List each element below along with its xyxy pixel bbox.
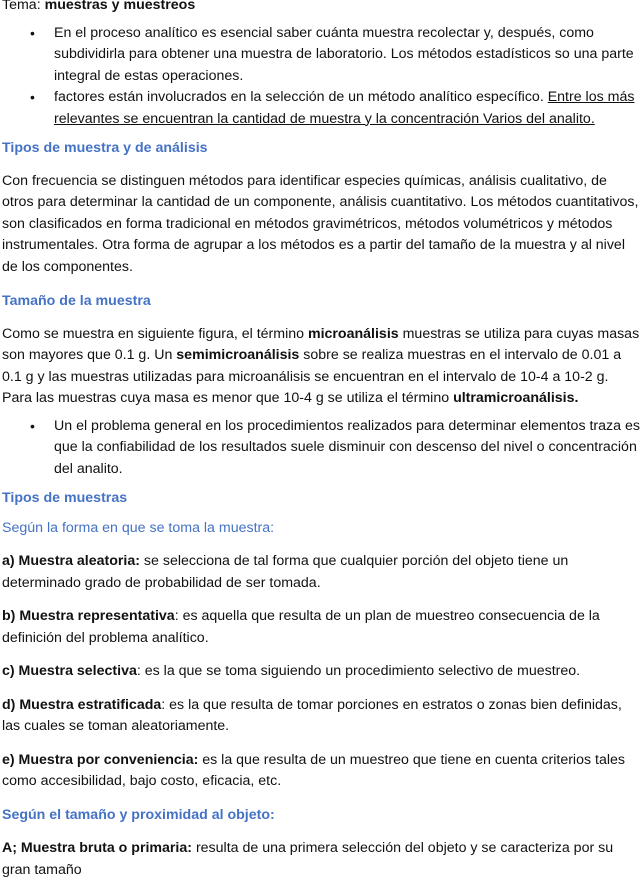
sample-type-c-text: : es la que se toma siguiendo un procedimiento selectivo de muestreo. [136, 663, 581, 679]
size-text-2: muestras se utiliza para cuyas masas son mayores que 0.1 g. Un [2, 325, 640, 363]
sample-type-a-term: a) Muestra aleatoria: [2, 553, 140, 569]
term-semimicroanalisis: semimicroanálisis [176, 347, 300, 363]
heading-tipos-muestras: Tipos de muestras [2, 490, 128, 506]
sample-bruta-term: A; Muestra bruta o primaria: [2, 840, 192, 856]
sample-type-b-term: b) Muestra representativa [2, 608, 175, 624]
paragraph-tamano-muestra [2, 324, 641, 410]
sample-bruta-primaria [2, 838, 641, 881]
sample-type-c [2, 661, 641, 683]
sample-type-d-term: d) Muestra estratificada [2, 696, 162, 713]
sample-type-e [2, 750, 641, 793]
size-bullet: • Un el problema general en los procedimientos realizados para determinar elementos traza es que la confiabilidad de los resultados suele disminuir con descenso del nivel o concentración del analito. [54, 416, 641, 481]
size-text-1: Como se muestra en siguiente figura, el término [2, 325, 308, 342]
topic-value: muestras y muestreos [44, 0, 196, 13]
heading-tamano-proximidad: Según el tamaño y proximidad al objeto: [2, 806, 275, 823]
intro-bullet-list [2, 23, 641, 131]
size-text-3: sobre se realiza muestras en el intervalo de 0.01 a 0.1 g y las muestras utilizadas para microanálisis se encuentran en el intervalo de 10-4 a 10-2 g. Para las muestras cuya masa es menor que 10-4 g se utiliza el término [2, 347, 622, 406]
heading-tamano-muestra: Tamaño de la muestra [2, 293, 151, 309]
intro-bullet-2-text: factores están involucrados en la selección de un método analítico específico. [54, 89, 548, 105]
subheading-forma-toma: Según la forma en que se toma la muestra: [2, 519, 275, 536]
intro-bullet-1: • En el proceso analítico es esencial saber cuánta muestra recolectar y, después, como subdividirla para obtener una muestra de laboratorio. Los métodos estadísticos so una parte integral de estas operaciones. [54, 23, 641, 88]
sample-type-e-text: es la que resulta de un muestreo que tiene en cuenta criterios tales como accesibilidad, bajo costo, eficacia, etc. [2, 751, 625, 789]
sample-type-b [2, 606, 641, 649]
sample-type-d [2, 695, 641, 738]
intro-bullet-2 [54, 87, 641, 130]
topic-line [2, 0, 641, 17]
heading-tipos-muestra-analisis: Tipos de muestra y de análisis [2, 140, 208, 156]
sample-type-a [2, 551, 641, 594]
intro-bullet-2-underlined: Entre los más relevantes se encuentran la cantidad de muestra y la concentración Varios del analito. [54, 89, 635, 127]
sample-bruta-text: resulta de una primera selección del objeto y se caracteriza por su gran tamaño [2, 840, 614, 878]
size-bullet-list [2, 416, 641, 481]
topic-label: Tema: [2, 0, 41, 13]
sample-type-d-text: : es la que resulta de tomar porciones en estratos o zonas bien definidas, las cuales se toman aleatoriamente. [2, 696, 622, 734]
sample-type-b-text: : es aquella que resulta de un plan de muestreo consecuencia de la definición del problema analítico. [2, 608, 600, 646]
term-microanalisis: microanálisis [307, 325, 399, 342]
paragraph-tipos-analisis: Con frecuencia se distinguen métodos para identificar especies químicas, análisis cualitativo, de otros para determinar la cantidad de un componente, análisis cuantitativo. Los métodos cuantitativos, son clasificados en forma tradicional en métodos gravimétricos, métodos volumétricos y métodos instrumentales. Otra forma de agrupar a los métodos es a partir del tamaño de la muestra y al nivel de los componentes. [2, 172, 639, 275]
term-ultramicroanalisis: ultramicroanálisis. [453, 390, 579, 406]
sample-type-a-text: se selecciona de tal forma que cualquier porción del objeto tiene un determinado grado de probabilidad de ser tomada. [2, 553, 569, 591]
sample-type-c-term: c) Muestra selectiva [2, 663, 137, 679]
sample-type-e-term: e) Muestra por conveniencia: [2, 751, 199, 768]
